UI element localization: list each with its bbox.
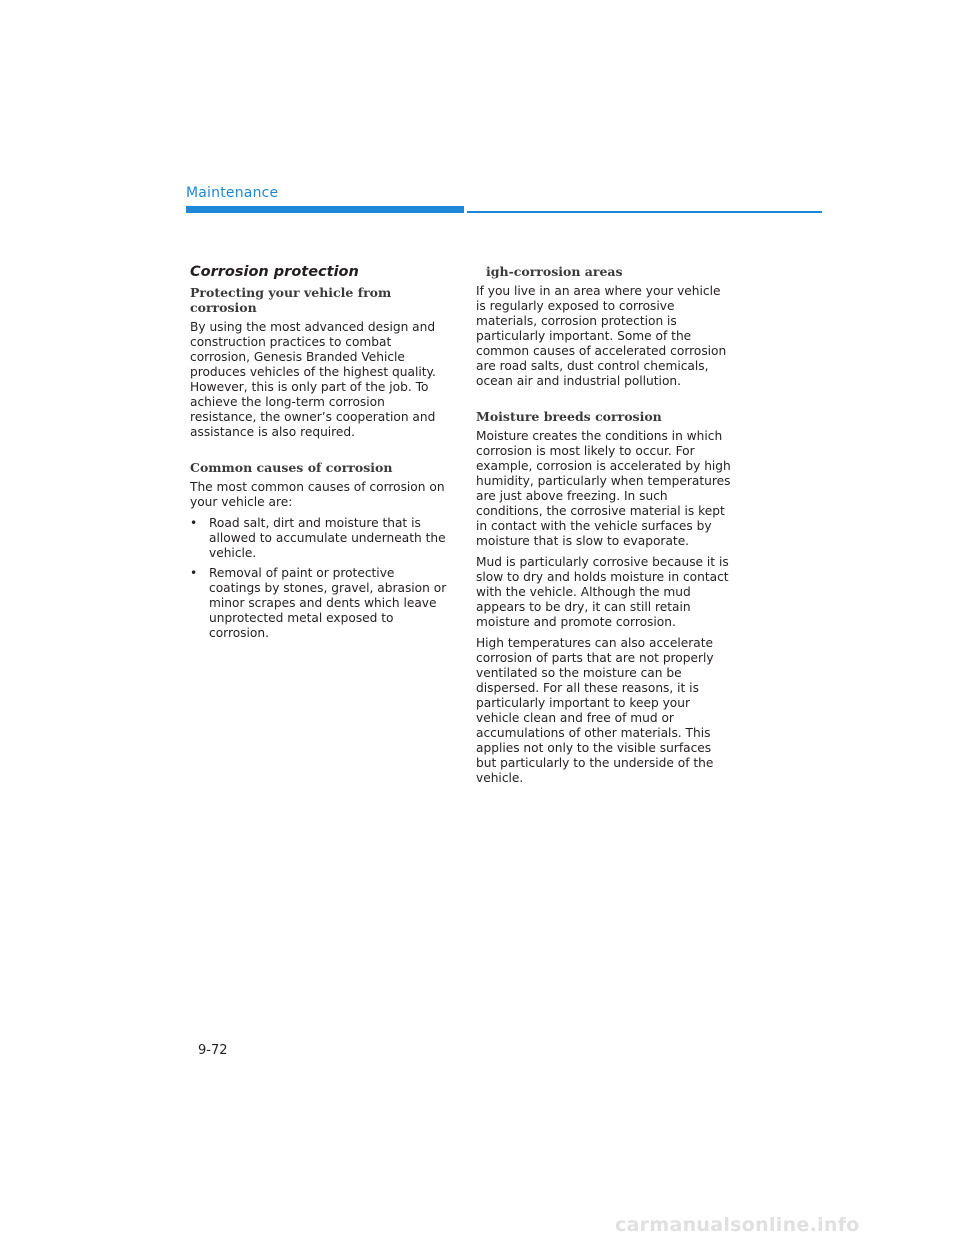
list-item	[190, 516, 448, 561]
paragraph: Moisture creates the conditions in which corrosion is most likely to occur. For example, corrosion is accelerated by high humidity, particularly when temperatures are just above freezing. In such conditions, the corrosive material is kept in contact with the vehicle surfaces by moisture that is slow to evaporate.	[476, 429, 731, 548]
left-column	[190, 264, 448, 646]
list-item	[190, 566, 448, 641]
subheading-common-causes: Common causes of corrosion	[190, 460, 393, 475]
causes-list	[190, 516, 448, 641]
subheading-moisture: Moisture breeds corrosion	[476, 409, 662, 424]
paragraph: The most common causes of corrosion on your vehicle are:	[190, 480, 445, 509]
bullet-icon: •	[190, 566, 198, 580]
page-number: 9-72	[198, 1043, 228, 1058]
paragraph: High temperatures can also accelerate corrosion of parts that are not properly ventilated so the moisture can be dispersed. For all these reasons, it is particularly important to keep your vehicle clean and free of mud or accumulations of other materials. This applies not only to the visible surfaces but particularly to the underside of the vehicle.	[476, 636, 714, 785]
watermark: carmanualsonline.info	[615, 1214, 860, 1236]
list-item-text: Road salt, dirt and moisture that is allowed to accumulate underneath the vehicle.	[209, 516, 446, 560]
paragraph: By using the most advanced design and construction practices to combat corrosion, Genesis Branded Vehicle produces vehicles of the highest quality. However, this is only part of the job. To achieve the long-term corrosion resistance, the owner’s cooperation and assistance is also required.	[190, 320, 436, 439]
subheading-high-corrosion: igh-corrosion areas	[486, 264, 623, 279]
header-rule-thin	[467, 211, 822, 213]
right-column	[476, 264, 734, 792]
section-title: Maintenance	[186, 185, 279, 201]
bullet-icon: •	[190, 516, 198, 530]
paragraph: If you live in an area where your vehicle is regularly exposed to corrosive materials, corrosion protection is particularly important. Some of the common causes of accelerated corrosion are road salts, dust control chemicals, ocean air and industrial pollution.	[476, 284, 727, 388]
page-title: Corrosion protection	[190, 264, 359, 280]
header-rule-thick	[186, 206, 464, 213]
list-item-text: Removal of paint or protective coatings by stones, gravel, abrasion or minor scrapes and dents which leave unprotected metal exposed to corrosion.	[209, 566, 447, 640]
subheading-protecting: Protecting your vehicle from corrosion	[190, 285, 392, 315]
paragraph: Mud is particularly corrosive because it is slow to dry and holds moisture in contact with the vehicle. Although the mud appears to be dry, it can still retain moisture and promote corrosion.	[476, 555, 729, 629]
